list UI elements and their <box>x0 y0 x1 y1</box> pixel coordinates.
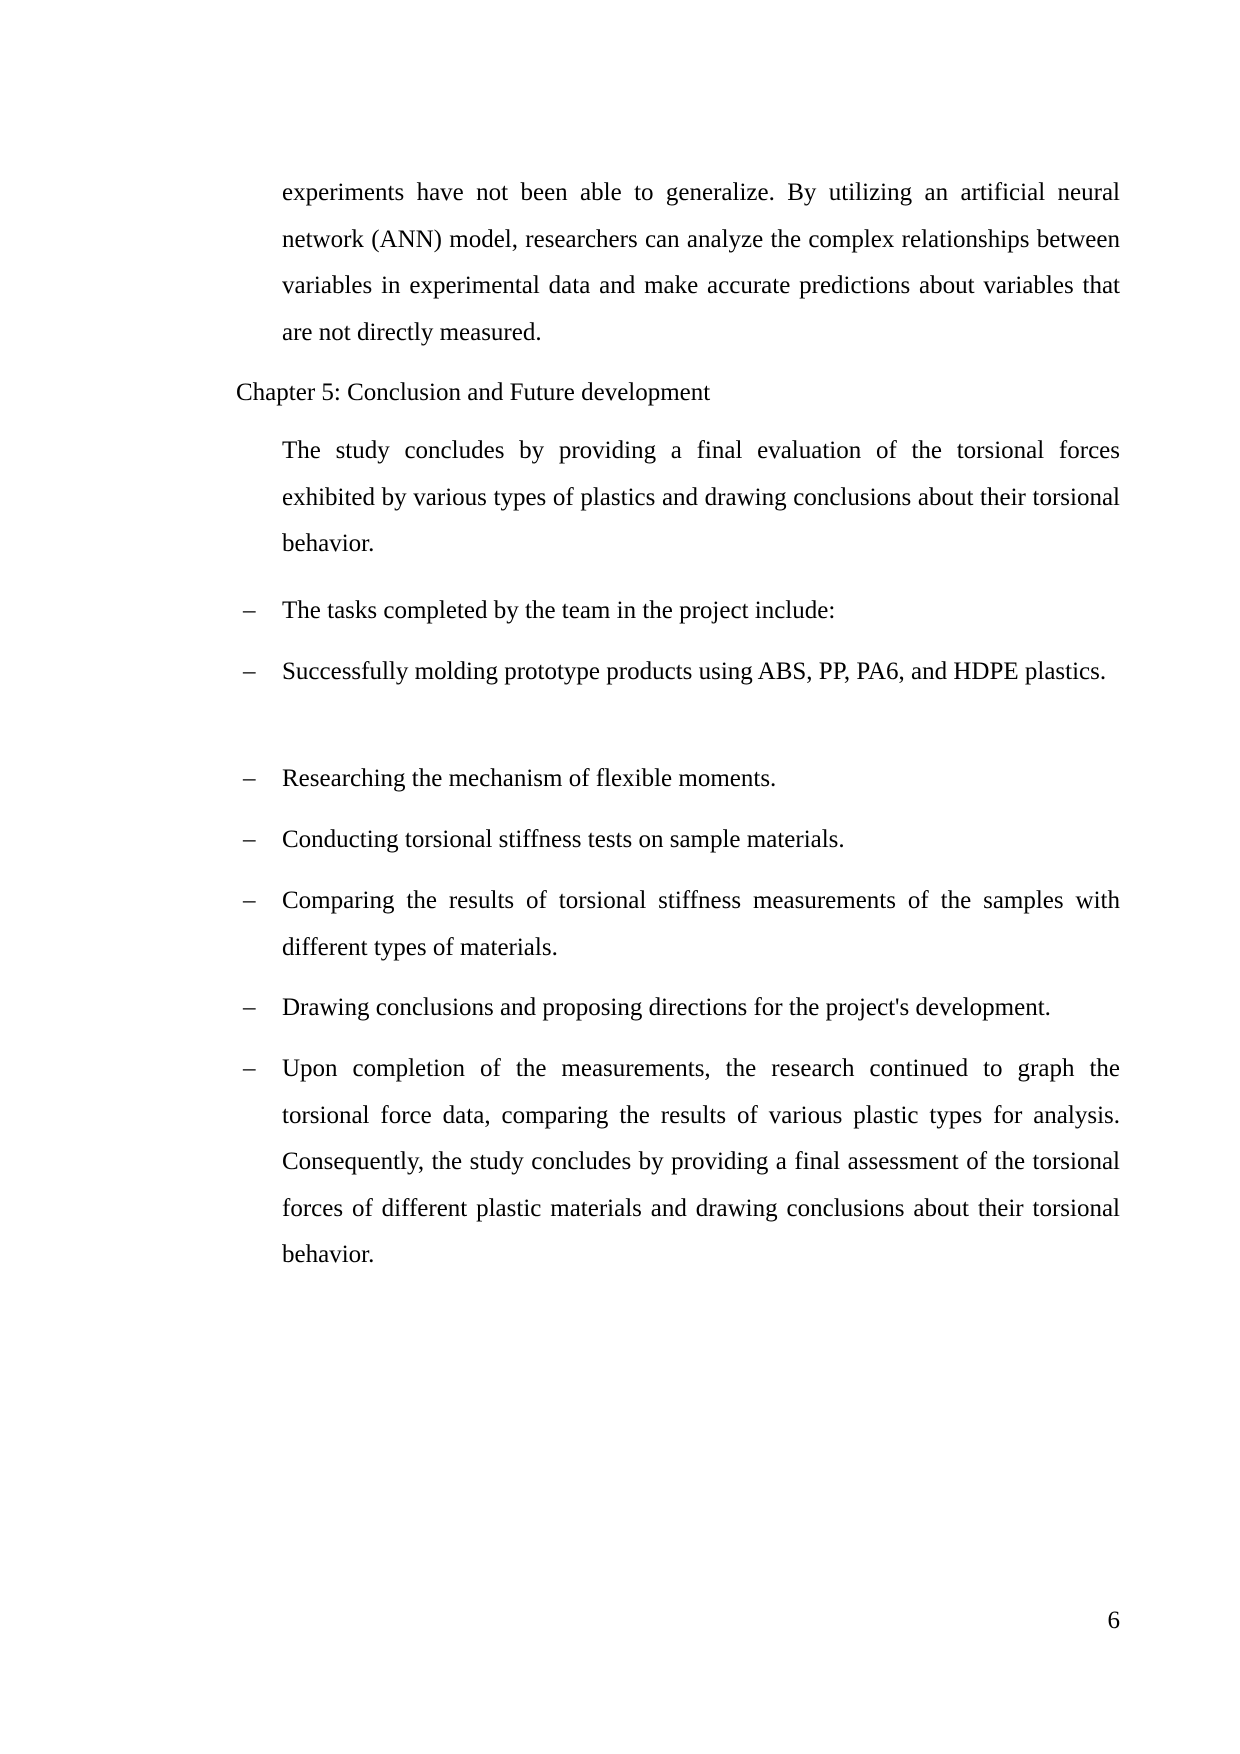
chapter-paragraph: The study concludes by providing a final evaluation of the torsional forces exhibited by various types of plastics and drawing conclusions about their torsional behavior. <box>282 437 1120 557</box>
bullet-dash: – <box>243 658 256 685</box>
bullet-dash: – <box>243 887 256 914</box>
list-item-text: Researching the mechanism of flexible moments. <box>282 765 777 792</box>
list-item-text: Comparing the results of torsional stiffness measurements of the samples with different types of materials. <box>282 887 1120 961</box>
page-number: 6 <box>1107 1607 1120 1634</box>
list-item-text: Successfully molding prototype products using ABS, PP, PA6, and HDPE plastics. <box>282 658 1107 685</box>
list-item-text: Upon completion of the measurements, the research continued to graph the torsional force data, comparing the results of various plastic types for analysis. Consequently, the study concludes by providing a final assessment of the torsional forces of different plastic materials and drawing conclusions about their torsional behavior. <box>282 1055 1120 1268</box>
bullet-dash: – <box>243 994 256 1021</box>
bullet-dash: – <box>243 1055 256 1082</box>
bullet-dash: – <box>243 597 256 624</box>
intro-paragraph: experiments have not been able to generalize. By utilizing an artificial neural network (ANN) model, researchers can analyze the complex relationships between variables in experimental data and make accurate predictions about variables that are not directly measured. <box>282 179 1120 346</box>
chapter-heading: Chapter 5: Conclusion and Future development <box>236 379 711 406</box>
list-item-text: The tasks completed by the team in the project include: <box>282 597 836 624</box>
list-item-text: Conducting torsional stiffness tests on sample materials. <box>282 826 845 853</box>
bullet-dash: – <box>243 826 256 853</box>
bullet-dash: – <box>243 765 256 792</box>
list-item-text: Drawing conclusions and proposing directions for the project's development. <box>282 994 1051 1021</box>
